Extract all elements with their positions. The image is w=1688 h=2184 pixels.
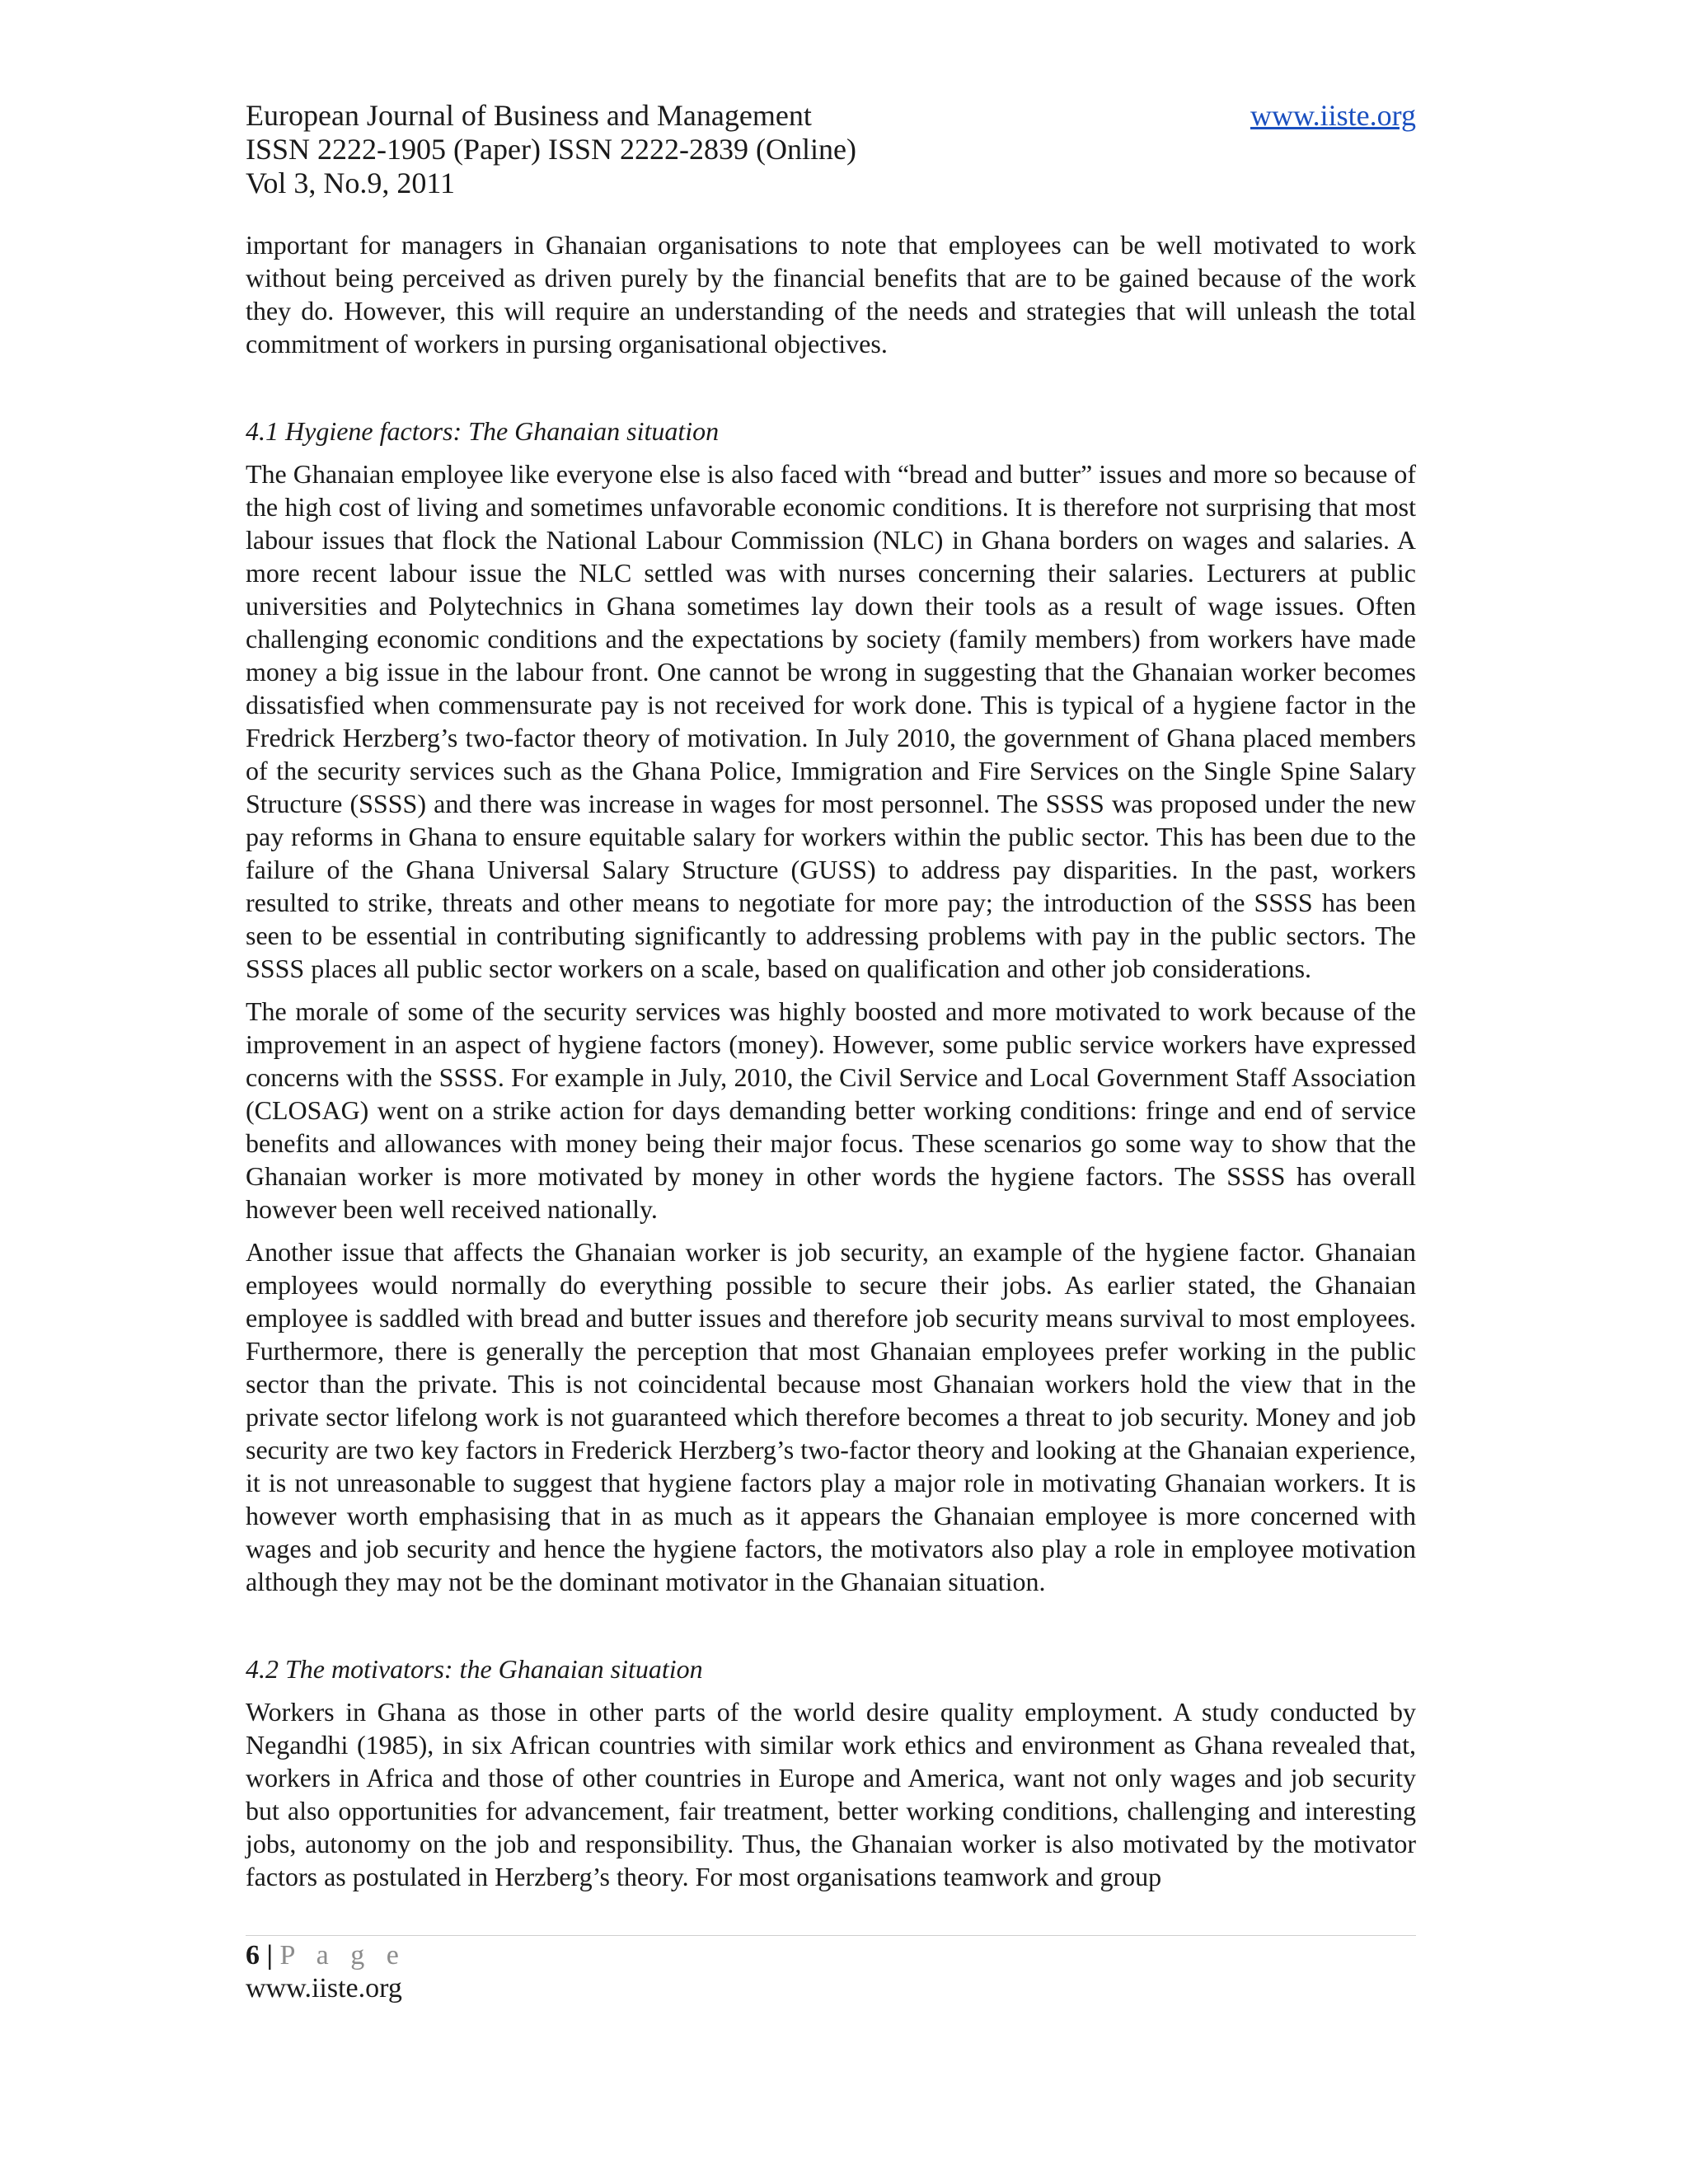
footer-website: www.iiste.org (246, 1973, 402, 2004)
section-4-2-paragraph-1: Workers in Ghana as those in other parts of the world desire quality employment. A study conducted by Negandhi (1985), in six African countries with similar work ethics and environment as Ghana revealed that, workers in Africa and those of other countries in Europe and America, want not only wages and job security but also opportunities for advancement, fair treatment, better working conditions, challenging and interesting jobs, autonomy on the job and responsibility. Thus, the Ghanaian worker is also motivated by the motivator factors as postulated in Herzberg’s theory. For most organisations teamwork and group (246, 1697, 1416, 1891)
section-4-1-paragraph-3: Another issue that affects the Ghanaian worker is job security, an example of the hygiene factor. Ghanaian employees would normally do everything possible to secure their jobs. As earlier stated, the Ghanaian employee is saddled with bread and butter issues and therefore job security means survival to most employees. Furthermore, there is generally the perception that most Ghanaian employees prefer working in the public sector than the private. This is not coincidental because most Ghanaian workers hold the view that in the private sector lifelong work is not guaranteed which therefore becomes a threat to job security. Money and job security are two key factors in Frederick Herzberg’s two-factor theory and looking at the Ghanaian experience, it is not unreasonable to suggest that hygiene factors play a major role in motivating Ghanaian workers. It is however worth emphasising that in as much as it appears the Ghanaian employee is more concerned with wages and job security and hence the hygiene factors, the motivators also play a role in employee motivation although they may not be the dominant motivator in the Ghanaian situation. (246, 1237, 1416, 1596)
page-footer (246, 1935, 1416, 2005)
article-body (246, 228, 1416, 1893)
intro-paragraph: important for managers in Ghanaian organisations to note that employees can be well motivated to work without being perceived as driven purely by the financial benefits that are to be gained because of the work they do. However, this will require an understanding of the needs and strategies that will unleash the total commitment of workers in pursing organisational objectives. (246, 230, 1416, 359)
section-4-1-paragraph-2: The morale of some of the security services was highly boosted and more motivated to work because of the improvement in an aspect of hygiene factors (money). However, some public service workers have expressed concerns with the SSSS. For example in July, 2010, the Civil Service and Local Government Staff Association (CLOSAG) went on a strike action for days demanding better working conditions: fringe and end of service benefits and allowances with money being their major focus. These scenarios go some way to show that the Ghanaian worker is more motivated by money in other words the hygiene factors. The SSSS has overall however been well received nationally. (246, 996, 1416, 1224)
header-website-link[interactable]: www.iiste.org (1250, 99, 1416, 132)
volume-line: Vol 3, No.9, 2011 (246, 166, 456, 199)
journal-header (246, 99, 1416, 200)
section-heading-4-2: 4.2 The motivators: the Ghanaian situation (246, 1654, 703, 1684)
journal-title: European Journal of Business and Management (246, 99, 812, 132)
section-heading-4-1: 4.1 Hygiene factors: The Ghanaian situation (246, 416, 720, 446)
header-top-row (246, 99, 1416, 133)
section-4-1-paragraph-1: The Ghanaian employee like everyone else is also faced with “bread and butter” issues and more so because of the high cost of living and sometimes unfavorable economic conditions. It is therefore not surprising that most labour issues that flock the National Labour Commission (NLC) in Ghana borders on wages and salaries. A more recent labour issue the NLC settled was with nurses concerning their salaries. Lecturers at public universities and Polytechnics in Ghana sometimes lay down their tools as a result of wage issues. Often challenging economic conditions and the expectations by society (family members) from workers have made money a big issue in the labour front. One cannot be wrong in suggesting that the Ghanaian worker becomes dissatisfied when commensurate pay is not received for work done. This is typical of a hygiene factor in the Fredrick Herzberg’s two-factor theory of motivation. In July 2010, the government of Ghana placed members of the security services such as the Ghana Police, Immigration and Fire Services on the Single Spine Salary Structure (SSSS) and there was increase in wages for most personnel. The SSSS was proposed under the new pay reforms in Ghana to ensure equitable salary for workers within the public sector. This has been due to the failure of the Ghana Universal Salary Structure (GUSS) to address pay disparities. In the past, workers resulted to strike, threats and other means to negotiate for more pay; the introduction of the SSSS has been seen to be essential in contributing significantly to addressing problems with pay in the public sectors. The SSSS places all public sector workers on a scale, based on qualification and other job considerations. (246, 459, 1416, 983)
page-label: P a g e (279, 1940, 406, 1971)
issn-line: ISSN 2222-1905 (Paper) ISSN 2222-2839 (Online) (246, 133, 856, 166)
page-indicator (246, 1939, 1416, 1972)
page-separator: | (266, 1940, 273, 1971)
page-number: 6 (246, 1940, 260, 1971)
page-content (246, 99, 1416, 1903)
